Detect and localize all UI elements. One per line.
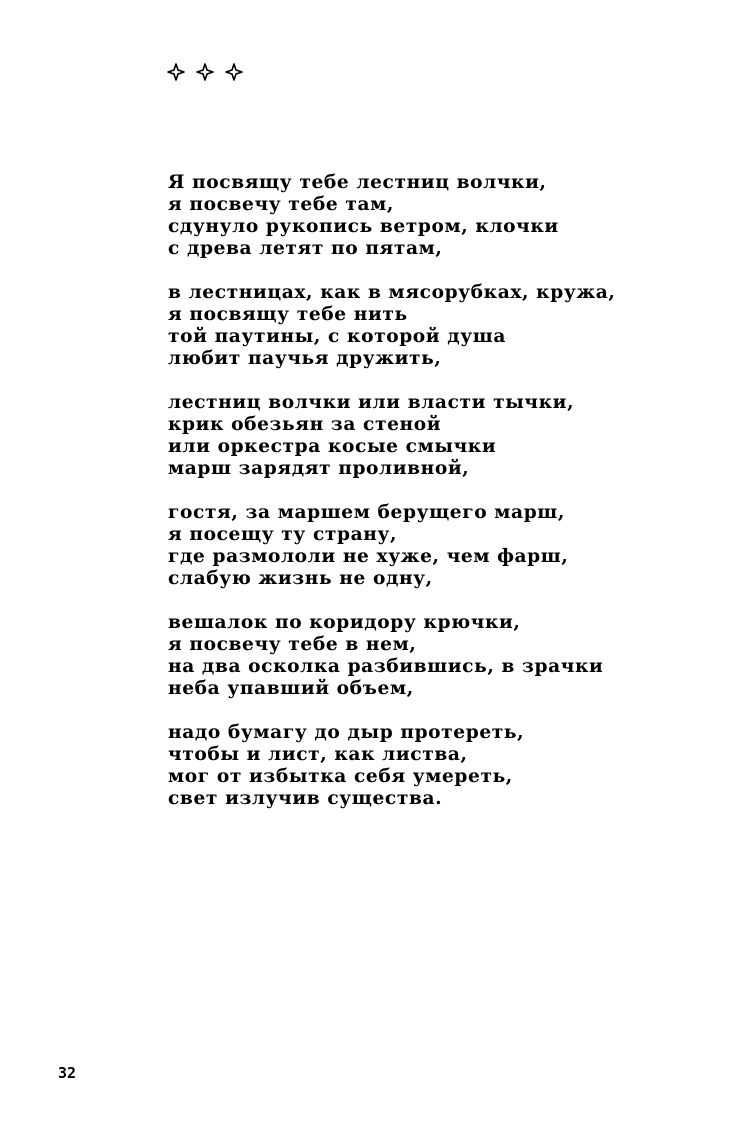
poem-line: Я посвящу тебе лестниц волчки, xyxy=(168,172,547,193)
stanza-3 xyxy=(168,392,728,480)
poem-line: вешалок по коридору крючки, xyxy=(168,612,521,633)
poem-line: чтобы и лист, как листва, xyxy=(168,744,468,765)
stanza-2 xyxy=(168,282,728,370)
poem-line: той паутины, с которой душа xyxy=(168,326,506,347)
poem-line: сдунуло рукопись ветром, клочки xyxy=(168,216,559,237)
poem xyxy=(168,172,728,832)
stanza-6 xyxy=(168,722,728,810)
poem-line: я посвечу тебе там, xyxy=(168,194,394,215)
poem-line: слабую жизнь не одну, xyxy=(168,568,433,589)
poem-line: марш зарядят проливной, xyxy=(168,458,470,479)
poem-line: я посвечу тебе в нем, xyxy=(168,634,417,655)
poem-line: мог от избытка себя умереть, xyxy=(168,766,513,787)
poem-line: или оркестра косые смычки xyxy=(168,436,497,457)
poem-line: я посвящу тебе нить xyxy=(168,304,408,325)
stanza-1 xyxy=(168,172,728,260)
section-ornament xyxy=(166,62,244,82)
poem-line: я посещу ту страну, xyxy=(168,524,398,545)
poem-line: гостя, за маршем берущего марш, xyxy=(168,502,565,523)
poem-line: в лестницах, как в мясорубках, кружа, xyxy=(168,282,616,303)
poem-line: неба упавший объем, xyxy=(168,678,414,699)
poem-line: лестниц волчки или власти тычки, xyxy=(168,392,575,413)
poem-line: с древа летят по пятам, xyxy=(168,238,443,259)
poem-line: крик обезьян за стеной xyxy=(168,414,442,435)
poem-line: свет излучив существа. xyxy=(168,788,443,809)
poem-line: надо бумагу до дыр протереть, xyxy=(168,722,525,743)
four-point-star-icon xyxy=(195,62,215,82)
page-number: 32 xyxy=(58,1064,77,1082)
four-point-star-icon xyxy=(224,62,244,82)
stanza-4 xyxy=(168,502,728,590)
poem-line: на два осколка разбившись, в зрачки xyxy=(168,656,604,677)
poem-line: где размололи не хуже, чем фарш, xyxy=(168,546,569,567)
four-point-star-icon xyxy=(166,62,186,82)
stanza-5 xyxy=(168,612,728,700)
poem-line: любит паучья дружить, xyxy=(168,348,442,369)
